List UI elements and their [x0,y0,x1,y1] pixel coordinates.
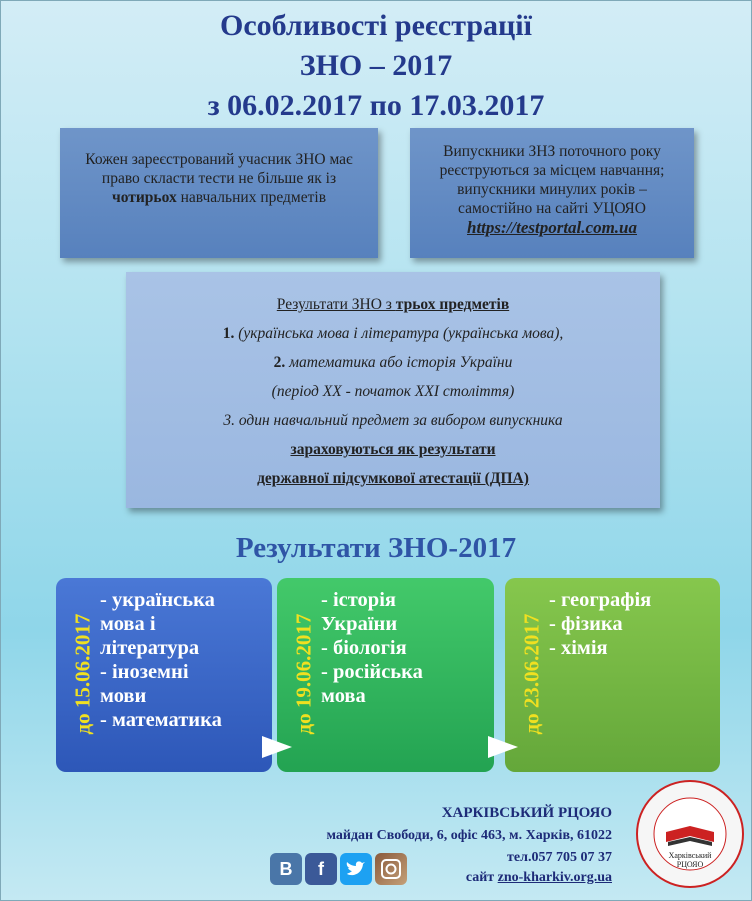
list-item: мова і [100,613,156,635]
svg-text:РЦОЯО: РЦОЯО [676,860,704,869]
list-item: - російська [321,661,423,683]
box3-title: Результати ЗНО з [276,296,396,313]
box3-title-bold: трьох предметів [395,296,510,313]
title-line-1: Особливості реєстрації [220,9,532,42]
vk-icon[interactable]: B [270,853,302,885]
list-item: - географія [549,589,652,611]
results-heading: Результати ЗНО-2017 [235,532,517,564]
results-date-2: до 19.06.2017 [291,613,315,735]
rcoyao-logo [636,780,744,888]
facebook-icon[interactable]: f [305,853,337,885]
results-date-1: до 15.06.2017 [70,613,94,735]
info-box-registration [410,128,694,258]
list-item: - історія [321,589,396,611]
footer-site-line [466,870,612,886]
box3-num-2: 2. [273,354,286,371]
title-line-2: ЗНО – 2017 [299,49,453,82]
box3-line-4: 3. один навчальний предмет за вибором випускника [223,412,563,429]
footer-site-link[interactable]: zno-kharkiv.org.ua [497,870,612,885]
footer-site-label: сайт [465,870,498,885]
box3-line-3: (період XX - початок XXI століття) [271,383,515,400]
list-item: мова [321,685,366,707]
results-box-2 [277,578,494,772]
arrow-right-icon [262,736,292,758]
box2-text: Випускники ЗНЗ поточного року реєструються за місцем навчання; випускники минулих років – самостійно на сайті УЦОЯО [439,143,665,217]
results-date-3-wrap [515,586,547,762]
box3-line-2: математика або історія України [285,354,513,371]
results-box-3 [505,578,720,772]
results-list-1 [100,588,268,732]
list-item: - математика [100,709,222,731]
testportal-link[interactable]: https://testportal.com.ua [466,218,638,237]
footer-phone: тел.057 705 07 37 [507,850,612,865]
list-item: - українська [100,589,215,611]
list-item: - хімія [549,637,608,659]
info-box-test-limit [60,128,378,258]
arrow-right-icon [488,736,518,758]
list-item: література [100,637,200,659]
results-date-1-wrap [66,586,98,762]
box3-line-6: державної підсумкової атестації (ДПА) [257,470,529,487]
results-box-1 [56,578,272,772]
title-line-3: з 06.02.2017 по 17.03.2017 [207,89,545,122]
twitter-icon[interactable] [340,853,372,885]
footer-org: ХАРКІВСЬКИЙ РЦОЯО [441,805,612,821]
box1-text: Кожен зареєстрований учасник ЗНО має право скласти тести не більше як із [85,151,353,187]
results-date-3: до 23.06.2017 [519,613,543,735]
info-box-dpa [126,272,660,508]
list-item: мови [100,685,147,707]
box1-bold: чотирьох [111,189,177,206]
list-item: - біологія [321,637,407,659]
list-item: - іноземні [100,661,189,683]
box3-num-1: 1. [222,325,235,342]
results-list-2 [321,588,490,708]
box3-line-5: зараховуються як результати [290,441,496,458]
instagram-icon[interactable] [375,853,407,885]
list-item: України [321,613,398,635]
box1-text-end: навчальних предметів [176,189,327,206]
results-list-3 [549,588,716,660]
list-item: - фізика [549,613,623,635]
box3-line-1: (українська мова і література (українська мова), [234,325,564,342]
footer-address: майдан Свободи, 6, офіс 463, м. Харків, 61022 [326,828,612,843]
svg-text:Харківський: Харківський [668,851,712,860]
social-icons [270,853,407,885]
